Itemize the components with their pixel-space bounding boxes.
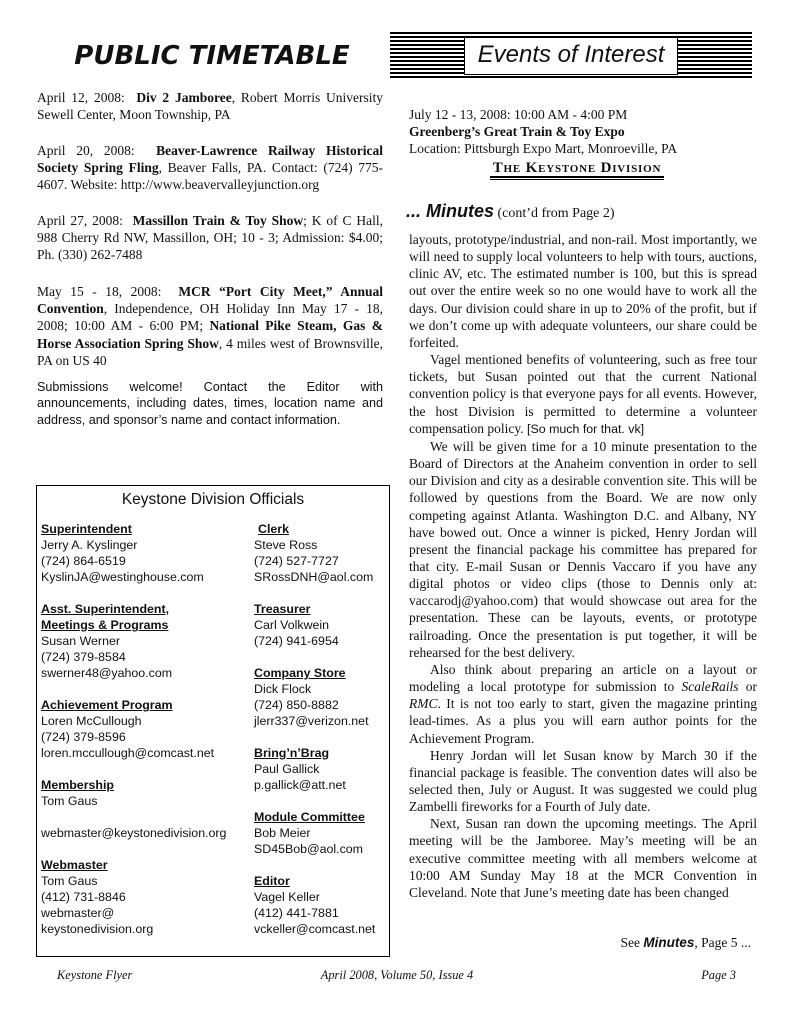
minutes-paragraph: layouts, prototype/industrial, and non-rail. Most importantly, we will need to supply local volunteers to help with tours, auctions, clinic AV, etc. The estimated number is 100, but this is spread out over the entire week so no one would have to work all the days. Our division could share in up to 20% of the profit, but if we don’t come up with adequate volunteers, our share could be forfeited.	[409, 232, 757, 350]
official-role: Company Store	[254, 666, 346, 680]
official-email: keystonedivision.org	[41, 922, 154, 936]
footer-issue: April 2008, Volume 50, Issue 4	[320, 968, 474, 982]
official-phone: (724) 379-8596	[41, 730, 126, 744]
event-name: National Pike Steam, Gas & Horse Association Spring Show	[37, 318, 383, 351]
minutes-paragraph: Next, Susan ran down the upcoming meetings. The April meeting will be the Jamboree. May’s meeting will be an executive committee meeting with all members welcome at 10:00 AM Sunday May 18 at the MCR Convention in Cleveland. Note that June’s meeting date has been changed	[409, 816, 757, 900]
event-name: Massillon Train & Toy Show	[132, 213, 304, 228]
official-name: Carl Volkwein	[254, 618, 330, 632]
rail-track-icon	[490, 176, 664, 181]
official-email: webmaster@keystonedivision.org	[41, 826, 227, 840]
event-greenberg-expo	[409, 106, 754, 158]
official-email: loren.mccullough@comcast.net	[41, 746, 215, 760]
official-email: SRossDNH@aol.com	[254, 570, 374, 584]
minutes-paragraph: Also think about preparing an article on a layout or modeling a local prototype for submission to ScaleRails or RMC. It is not too early to start, given the magazine printing lead-times. As a plus you will earn author points for the Achievement Program.	[409, 661, 757, 746]
minutes-heading	[406, 200, 756, 225]
timetable-entry: April 20, 2008: Beaver-Lawrence Railway Historical Society Spring Fling, Beaver Falls, PA. Contact: (724) 775-4607. Website: http://www.beavervalleyjunction.org	[37, 143, 384, 193]
official-email: SD45Bob@aol.com	[254, 842, 364, 856]
official-role: Membership	[41, 778, 114, 792]
official-name: Susan Werner	[41, 634, 120, 648]
minutes-paragraph: Vagel mentioned benefits of volunteering, such as free tour tickets, but Susan pointed out that the current National convention policy is that everyone pays for all events. However, the host Division is permitted to determine a volunteer compensation policy. [So much for that. vk]	[409, 352, 757, 436]
minutes-continued-note: (cont’d from Page 2)	[494, 206, 615, 221]
timetable-entry: May 15 - 18, 2008: MCR “Port City Meet,” Annual Convention, Independence, OH Holiday Inn May 17 - 18, 2008; 10:00 AM - 6:00 PM; National Pike Steam, Gas & Horse Association Spring Show, 4 miles west of Brownsville, PA on US 40	[37, 284, 383, 368]
official-phone: (412) 731-8846	[41, 890, 126, 904]
official-name: Vagel Keller	[254, 890, 320, 904]
event-name: Div 2 Jamboree	[136, 90, 232, 105]
official-email: webmaster@	[41, 906, 115, 920]
submissions-note: Submissions welcome! Contact the Editor with announcements, including dates, times, location name and address, and sponsor’s name and contact information.	[37, 380, 383, 427]
minutes-body	[409, 231, 757, 901]
events-banner	[390, 32, 752, 80]
event-date: July 12 - 13, 2008: 10:00 AM - 4:00 PM	[409, 107, 628, 122]
logo-wordmark: The Keystone Division	[492, 160, 662, 176]
official-name: Steve Ross	[254, 538, 318, 552]
continued-reference: See Minutes, Page 5 ...	[620, 935, 751, 950]
event-name: Beaver-Lawrence Railway Historical Society Spring Fling	[37, 143, 384, 176]
official-role: Webmaster	[41, 858, 108, 872]
official-phone: (724) 850-8882	[254, 698, 339, 712]
officials-left-column	[41, 521, 251, 937]
official-phone: (412) 441-7881	[254, 906, 339, 920]
official-role: Treasurer	[254, 602, 311, 616]
keystone-division-logo	[490, 160, 664, 182]
events-of-interest-title: Events of Interest	[477, 41, 665, 68]
official-email: KyslinJA@westinghouse.com	[41, 570, 204, 584]
official-role: Editor	[254, 874, 290, 888]
official-role: Achievement Program	[41, 698, 173, 712]
official-name: Tom Gaus	[41, 874, 98, 888]
minutes-paragraph: Henry Jordan will let Susan know by March 30 if the financial package is feasible. The convention dates will also be selected then, July or August. It was suggested we could plug Zambelli fireworks for a Fourth of July date.	[409, 747, 757, 815]
officials-title: Keystone Division Officials	[121, 491, 305, 508]
official-role: Bring’n’Brag	[254, 746, 330, 760]
official-email: jlerr337@verizon.net	[254, 714, 369, 728]
official-phone: (724) 864-6519	[41, 554, 126, 568]
official-email: swerner48@yahoo.com	[41, 666, 173, 680]
official-email: vckeller@comcast.net	[254, 922, 376, 936]
official-phone: (724) 527-7727	[254, 554, 339, 568]
footer-page-number: Page 3	[701, 968, 736, 982]
official-name: Tom Gaus	[41, 794, 98, 808]
event-name: MCR “Port City Meet,” Annual Convention	[37, 284, 383, 317]
official-name: Dick Flock	[254, 682, 312, 696]
event-location: Location: Pittsburgh Expo Mart, Monroeville, PA	[409, 141, 678, 157]
event-name: Greenberg’s Great Train & Toy Expo	[409, 124, 625, 140]
official-role: Asst. Superintendent,	[41, 602, 170, 616]
official-name: Paul Gallick	[254, 762, 320, 776]
minutes-paragraph: We will be given time for a 10 minute presentation to the Board of Directors at the Anaheim convention in order to sell our Division and city as a desirable convention site. This will be followed by questions from the Board. We are now only competing against Atlanta. Washington D.C. and Albany, NY have bowed out. Once a winner is picked, Henry Jordan will present the financial package his committee has prepared for that city. E-mail Susan or Dennis Vaccaro if you have any digital photos or video clips (those to Dennis only at: vaccarodj@yahoo.com) that would showcase out area for the presentation. These can be layouts, events, or prototype railroading. Once the presentation is put together, it will be rehearsed for the best delivery.	[409, 438, 757, 660]
official-phone: (724) 379-8584	[41, 650, 126, 664]
official-name: Jerry A. Kyslinger	[41, 538, 138, 552]
official-role: Module Committee	[254, 810, 365, 824]
official-name: Loren McCullough	[41, 714, 142, 728]
official-role: Superintendent	[41, 522, 132, 536]
timetable-entry: April 12, 2008: Div 2 Jamboree, Robert Morris University Sewell Center, Moon Township, PA	[37, 90, 383, 123]
official-role: Meetings & Programs	[41, 618, 169, 632]
footer-publication: Keystone Flyer	[57, 968, 133, 982]
official-role: Clerk	[258, 522, 289, 536]
public-timetable-title: PUBLIC TIMETABLE	[74, 41, 350, 71]
officials-right-column	[254, 521, 386, 937]
minutes-title: ... Minutes	[406, 201, 495, 221]
official-email: p.gallick@att.net	[254, 778, 346, 792]
official-name: Bob Meier	[254, 826, 311, 840]
timetable-entry: April 27, 2008: Massillon Train & Toy Show; K of C Hall, 988 Cherry Rd NW, Massillon, OH; 10 - 3; Admission: $4.00; Ph. (330) 262-7488	[37, 213, 384, 263]
official-phone: (724) 941-6954	[254, 634, 339, 648]
